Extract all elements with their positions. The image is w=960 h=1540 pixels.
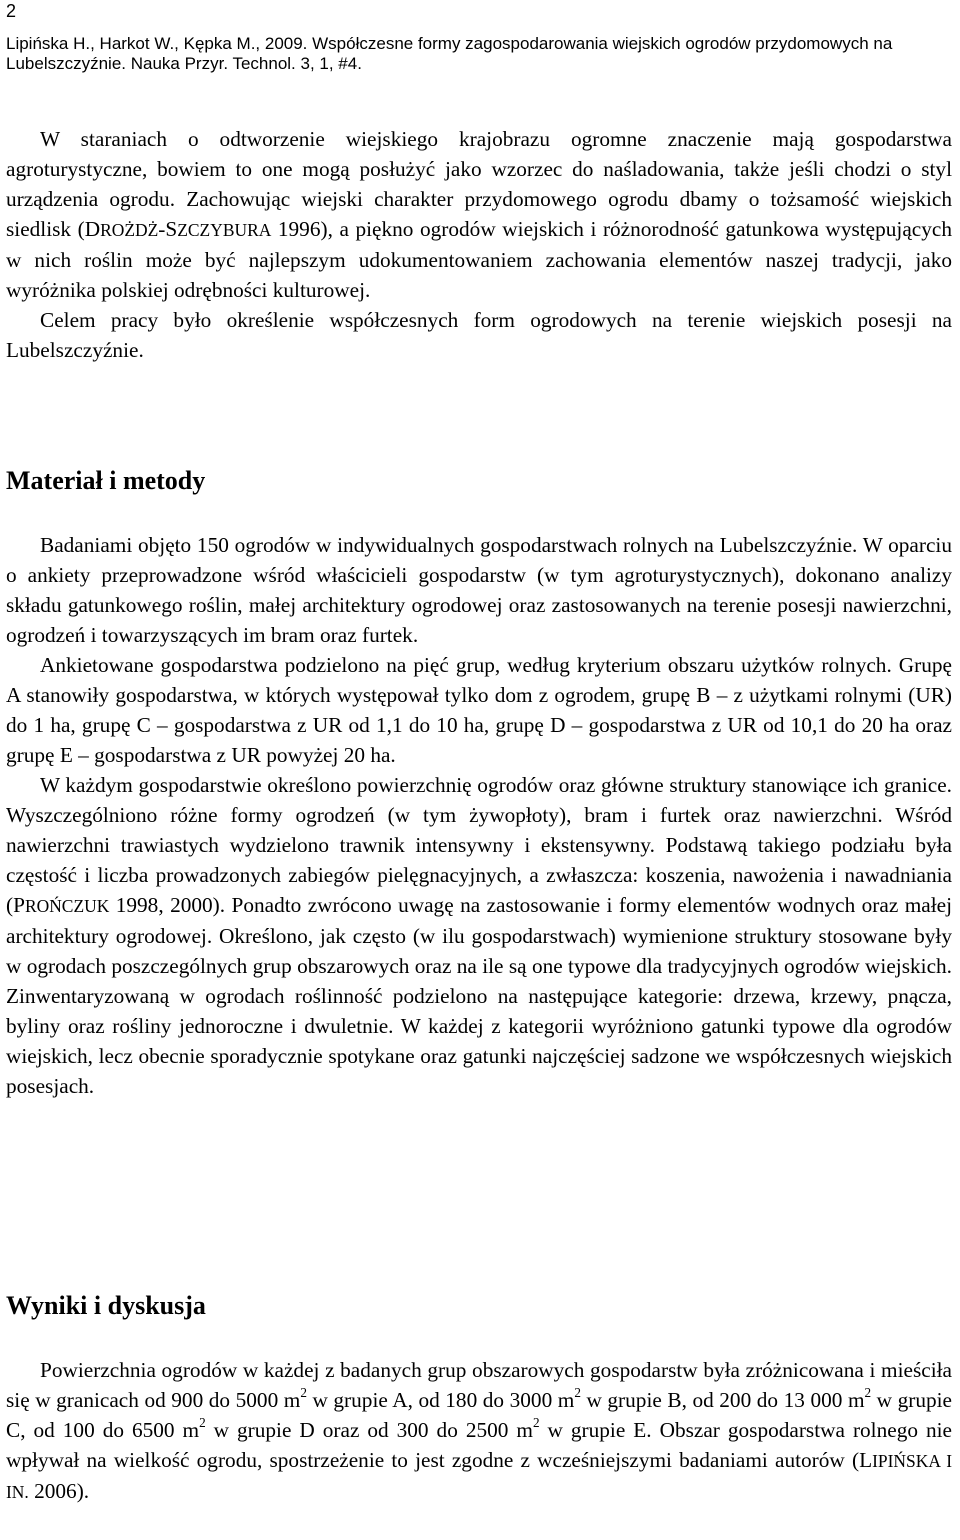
citation-header: Lipińska H., Harkot W., Kępka M., 2009. Współczesne formy zagospodarowania wiejskich ogrodów przydomowych na Lubelszczyźnie. Nauka Przyr. Technol. 3, 1, #4. bbox=[6, 34, 893, 73]
text-run: 1996), a piękno ogrodów wiejskich i różnorodność gatunkowa występujących w nich roślin może być najlepszym udokumentowaniem zachowania elementów naszej tradycji, jako wyróżnika polskiej odrębności kulturowej. bbox=[6, 217, 952, 302]
results-section bbox=[6, 1355, 952, 1507]
text-run: W staraniach o odtworzenie wiejskiego krajobrazu ogromne znaczenie mają gospodarstwa agroturystyczne, bowiem to one mogą posłużyć jako wzorzec do naśladowania, także jeśli chodzi o styl urządzenia ogrodu. Zachowując wiejski charakter przydomowego ogrodu dbamy o tożsamość wiejskich siedlisk ( bbox=[6, 127, 952, 241]
methods-section bbox=[6, 530, 952, 1101]
text-run: W każdym gospodarstwie określono powierzchnię ogrodów oraz główne struktury stanowiące ich granice. Wyszczególniono różne formy ogrodzeń (w tym żywopłoty), bram i furtek oraz nawierzchni. Wśród nawierzchni trawiastych wydzielono trawnik intensywny i ekstensywny. Podstawą takiego podziału była częstość i liczba prowadzonych zabiegów pielęgnacyjnych, a zwłaszcza: koszenia, nawożenia i nawadniania ( bbox=[6, 773, 952, 917]
author-citation: DROŻDŻ-SZCZYBURA bbox=[84, 217, 272, 241]
methods-paragraph-3 bbox=[6, 770, 952, 1101]
text-run: 1998, 2000). Ponadto zwrócono uwagę na zastosowanie i formy elementów wodnych oraz małej architektury ogrodowej. Określono, jak często (w ilu gospodarstwach) wymienione struktury stosowane były w ogrodach poszczególnych grup obszarowych oraz na ile są one typowe dla tradycyjnych ogrodów wiejskich. Zinwentaryzowaną w ogrodach roślinność podzielono na następujące kategorie: drzewa, krzewy, pnącza, byliny oraz rośliny jednoroczne i dwuletnie. W każdej z kategorii wyróżniono gatunki typowe dla ogrodów wiejskich, lecz obecnie sporadycznie spotykane oraz gatunki najczęściej sadzone we współczesnych wiejskich posesjach. bbox=[6, 893, 952, 1098]
intro-paragraph-1 bbox=[6, 124, 952, 305]
results-paragraph-1: Powierzchnia ogrodów w każdej z badanych grup obszarowych gospodarstw była zróżnicowana i mieściła się w granicach od 900 do 5000 $m^2$ w grupie A, od 180 do 3000 $m^2$ w grupie B, od 200 do 13 000 $m^2$ w grupie C, od 100 do 6500 $m^2$ w grupie D oraz od 300 do 2500 $m^2$ w grupie E. Obszar gospodarstwa rolnego nie wpływał na wielkość ogrodu, spostrzeżenie to jest zgodne z wcześniejszymi badaniami autorów (LIPIŃSKA I IN. 2006). bbox=[6, 1358, 953, 1503]
methods-paragraph-2: Ankietowane gospodarstwa podzielono na pięć grup, według kryterium obszaru użytków rolnych. Grupę A stanowiły gospodarstwa, w których występował tylko dom z ogrodem, grupę B – z użytkami rolnymi (UR) do 1 ha, grupę C – gospodarstwa z UR od 1,1 do 10 ha, grupę D – gospodarstwa z UR od 10,1 do 20 ha oraz grupę E – gospodarstwa z UR powyżej 20 ha. bbox=[6, 653, 952, 767]
intro-paragraph-2: Celem pracy było określenie współczesnych form ogrodowych na terenie wiejskich posesji na Lubelszczyźnie. bbox=[6, 308, 952, 362]
author-citation: PROŃCZUK bbox=[13, 893, 110, 917]
page-number: 2 bbox=[6, 1, 17, 21]
methods-paragraph-1: Badaniami objęto 150 ogrodów w indywidualnych gospodarstwach rolnych na Lubelszczyźnie. W oparciu o ankiety przeprowadzone wśród właścicieli gospodarstw (w tym agroturystycznych), dokonano analizy składu gatunkowego roślin, małej architektury ogrodowej oraz zastosowanych na terenie posesji nawierzchni, ogrodzeń i towarzyszących im bram oraz furtek. bbox=[6, 533, 952, 647]
section-heading-methods: Materiał i metody bbox=[6, 466, 206, 495]
author-citation: LIPIŃSKA I IN. bbox=[6, 1448, 953, 1502]
intro-section bbox=[6, 124, 952, 365]
section-heading-results: Wyniki i dyskusja bbox=[6, 1291, 206, 1320]
